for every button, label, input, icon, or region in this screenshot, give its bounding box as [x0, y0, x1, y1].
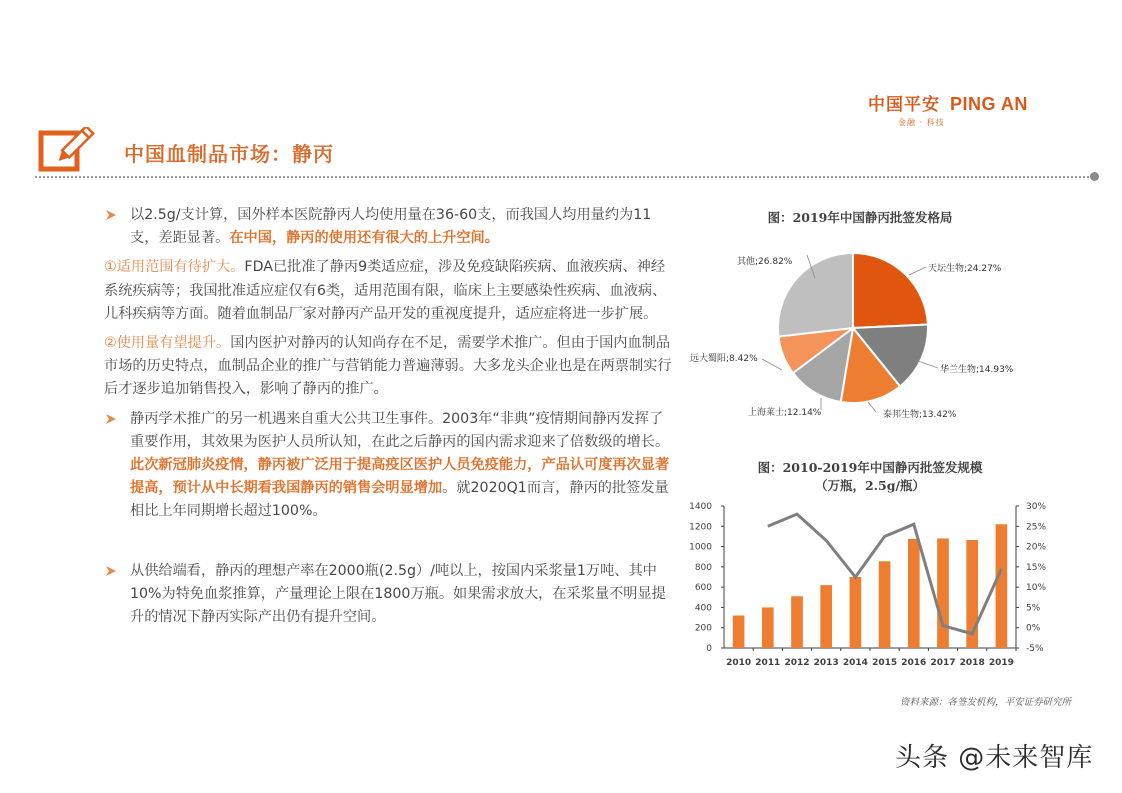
pie-chart-title: 图：2019年中国静丙批签发格局 — [767, 210, 953, 225]
bar — [850, 577, 862, 648]
pie-label-hualan: 华兰生物;14.93% — [940, 365, 1014, 375]
svg-text:2015: 2015 — [872, 658, 898, 668]
svg-text:0: 0 — [706, 644, 712, 654]
bullet-paragraph-2: 静丙学术推广的另一机遇来自重大公共卫生事件。2003年“非典”疫情期间静丙发挥了重要作用，其效果为医护人员所认知，在此之后静丙的国内需求迎来了倍数级的增长。此次新冠肺炎疫情，静丙被广泛用于提高疫区医护人员免疫能力，产品认可度再次显著提高，预计从中长期看我国静丙的销售会明显增加。就2020Q1而言，静丙的批签发量相比上年同期增长超过100%。 — [104, 408, 676, 524]
svg-text:-5%: -5% — [1026, 644, 1044, 654]
logo-tagline: 金融 · 科技 — [898, 118, 945, 127]
highlight-text: 在中国，静丙的使用还有很大的上升空间。 — [229, 230, 499, 247]
highlight-text: 此次新冠肺炎疫情，静丙被广泛用于提高疫区医护人员免疫能力，产品认可度再次显著提高，预计从中长期看我国静丙的销售会明显增加 — [130, 457, 670, 497]
svg-text:2010: 2010 — [726, 658, 752, 668]
edit-pencil-icon — [38, 127, 96, 173]
pie-label-yuanda: 远大蜀阳;8.42% — [690, 354, 758, 364]
bar-line-chart — [680, 500, 1060, 675]
svg-text:600: 600 — [694, 583, 712, 594]
pie-chart-graphic — [690, 240, 1070, 430]
watermark: 头条 @未来智库 — [895, 743, 1094, 773]
svg-text:2011: 2011 — [755, 658, 781, 668]
bar-chart-subtitle: （万瓶，2.5g/瓶） — [814, 478, 926, 493]
bar — [791, 596, 803, 648]
page-title: 中国血制品市场：静丙 — [124, 142, 334, 166]
svg-text:1000: 1000 — [689, 542, 712, 553]
pie-label-others: 其他;26.82% — [737, 257, 793, 267]
svg-text:2014: 2014 — [842, 658, 868, 668]
paragraph-scope: ①适用范围有待扩大。FDA已批准了静丙9类适应症，涉及免疫缺陷疾病、血液疾病、神经系统疾病等；我国批准适应症仅有6类，适用范围有限，临床上主要感染性疾病、血液病、儿科疾病等方面。随着血制品厂家对静丙产品开发的重视度提升，适应症将进一步扩展。 — [104, 259, 667, 322]
logo-cn-text: 中国平安 — [868, 95, 940, 115]
svg-text:2012: 2012 — [784, 658, 810, 668]
svg-text:2017: 2017 — [930, 658, 956, 668]
arrow-bullet-icon — [106, 566, 116, 576]
bar — [908, 539, 920, 648]
svg-text:5%: 5% — [1026, 603, 1041, 614]
svg-text:15%: 15% — [1026, 562, 1047, 573]
pie-label-tiantan: 天坛生物;24.27% — [928, 264, 1002, 274]
arrow-bullet-icon — [106, 414, 116, 424]
pie-label-taibang: 泰邦生物;13.42% — [883, 410, 957, 420]
bar-line-chart-graphic — [680, 500, 1060, 675]
bar — [879, 561, 891, 648]
svg-text:0%: 0% — [1026, 623, 1041, 634]
body-text — [104, 204, 676, 635]
bar — [762, 607, 774, 648]
svg-text:20%: 20% — [1026, 542, 1047, 553]
pie-slice — [853, 253, 928, 328]
svg-text:2019: 2019 — [988, 658, 1014, 668]
subheading-scope: ①适用范围有待扩大。 — [104, 259, 245, 276]
bar — [820, 585, 832, 648]
svg-text:2016: 2016 — [901, 658, 927, 668]
divider-end-dot — [1090, 172, 1099, 181]
bar — [996, 524, 1008, 648]
pie-label-shanghai-raas: 上海莱士;12.14% — [748, 408, 822, 418]
svg-text:1200: 1200 — [689, 522, 712, 533]
bullet-paragraph-3: 从供给端看，静丙的理想产率在2000瓶(2.5g）/吨以上，按国内采浆量1万吨、其中10%为特免血浆推算，产量理论上限在1800万瓶。如果需求放大，在采浆量不明显提升的情况下静丙实际产出仍有提升空间。 — [104, 560, 676, 630]
svg-text:200: 200 — [694, 623, 712, 634]
logo-en-text: PING AN — [950, 94, 1028, 114]
svg-text:25%: 25% — [1026, 522, 1047, 533]
bar — [733, 616, 745, 648]
svg-text:10%: 10% — [1026, 583, 1047, 594]
bar-chart-title: 图：2010-2019年中国静丙批签发规模 — [757, 460, 983, 475]
svg-text:2013: 2013 — [813, 658, 839, 668]
pingan-logo — [868, 90, 1098, 128]
subheading-usage: ②使用量有望提升。 — [104, 335, 231, 352]
paragraph-usage: ②使用量有望提升。国内医护对静丙的认知尚存在不足，需要学术推广。但由于国内血制品市场的历史特点，血制品企业的推广与营销能力普遍薄弱。大多龙头企业也是在两票制实行后才逐步追加销售投入，影响了静丙的推广。 — [104, 335, 672, 398]
pie-chart — [690, 240, 1070, 430]
svg-text:2018: 2018 — [959, 658, 985, 668]
svg-text:30%: 30% — [1026, 502, 1047, 512]
svg-text:800: 800 — [694, 562, 712, 573]
bar — [937, 538, 949, 648]
svg-text:400: 400 — [694, 603, 712, 614]
source-note: 资料来源：各签发机构，平安证券研究所 — [900, 697, 1072, 708]
dotted-divider — [35, 176, 1093, 178]
arrow-bullet-icon — [106, 210, 116, 220]
bullet-paragraph-1: 以2.5g/支计算，国外样本医院静丙人均使用量在36-60支，而我国人均用量约为11支，差距显著。在中国，静丙的使用还有很大的上升空间。 — [104, 204, 676, 250]
svg-text:1400: 1400 — [689, 502, 712, 512]
